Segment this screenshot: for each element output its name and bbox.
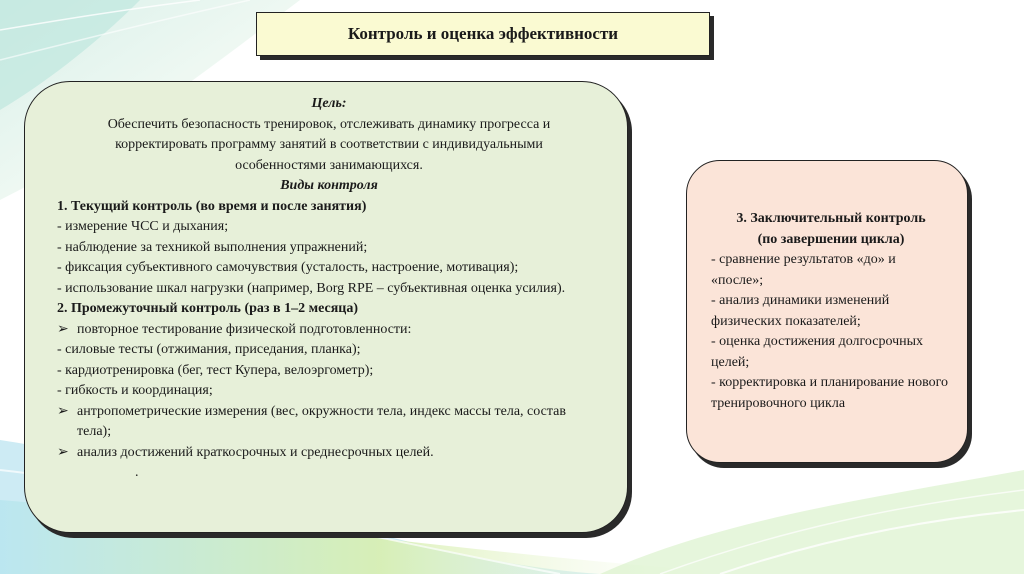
list-item: - гибкость и координация;: [57, 383, 213, 398]
arrow-bullet-icon: ➢: [57, 321, 69, 337]
list-item: [57, 402, 601, 443]
list-item: - наблюдение за техникой выполнения упражнений;: [57, 239, 368, 255]
goal-and-control-panel: [24, 81, 628, 533]
list-item-text: антропометрические измерения (вес, окружности тела, индекс массы тела, состав тела);: [77, 403, 566, 439]
final-control-title-line1: 3. Заключительный контроль: [736, 211, 926, 226]
trailing-dot: .: [135, 465, 139, 480]
final-control-panel: [686, 160, 968, 463]
control-types-heading: Виды контроля: [280, 178, 378, 193]
list-item: - сравнение результатов «до» и «после»;: [711, 252, 896, 288]
list-item: [57, 443, 601, 464]
list-item: - оценка достижения долгосрочных целей;: [711, 334, 924, 370]
final-control-title-line2: (по завершении цикла): [757, 231, 905, 247]
list-item: - кардиотренировка (бег, тест Купера, велоэргометр);: [57, 362, 374, 378]
list-item: - использование шкал нагрузки (например, Borg RPE – субъективная оценка усилия).: [57, 280, 566, 296]
list-item: [57, 320, 601, 341]
goal-text: Обеспечить безопасность тренировок, отслеживать динамику прогресса и корректировать программу занятий в соответствии с индивидуальными особенностями занимающихся.: [107, 116, 551, 173]
slide-title: [256, 12, 710, 56]
goal-heading: Цель:: [311, 96, 347, 111]
list-item: - фиксация субъективного самочувствия (усталость, настроение, мотивация);: [57, 260, 519, 275]
list-item-text: повторное тестирование физической подготовленности:: [77, 321, 412, 337]
list-item-text: анализ достижений краткосрочных и среднесрочных целей.: [77, 444, 434, 460]
list-item: - корректировка и планирование нового тренировочного цикла: [711, 375, 949, 411]
arrow-bullet-icon: ➢: [57, 403, 69, 419]
list-item: - силовые тесты (отжимания, приседания, планка);: [57, 342, 361, 357]
slide-title-text: Контроль и оценка эффективности: [347, 24, 619, 43]
arrow-bullet-icon: ➢: [57, 444, 69, 460]
intermediate-control-title: 2. Промежуточный контроль (раз в 1–2 месяца): [57, 301, 359, 316]
current-control-title: 1. Текущий контроль (во время и после занятия): [57, 198, 367, 214]
list-item: - анализ динамики изменений физических показателей;: [711, 293, 890, 329]
list-item: - измерение ЧСС и дыхания;: [57, 219, 229, 234]
